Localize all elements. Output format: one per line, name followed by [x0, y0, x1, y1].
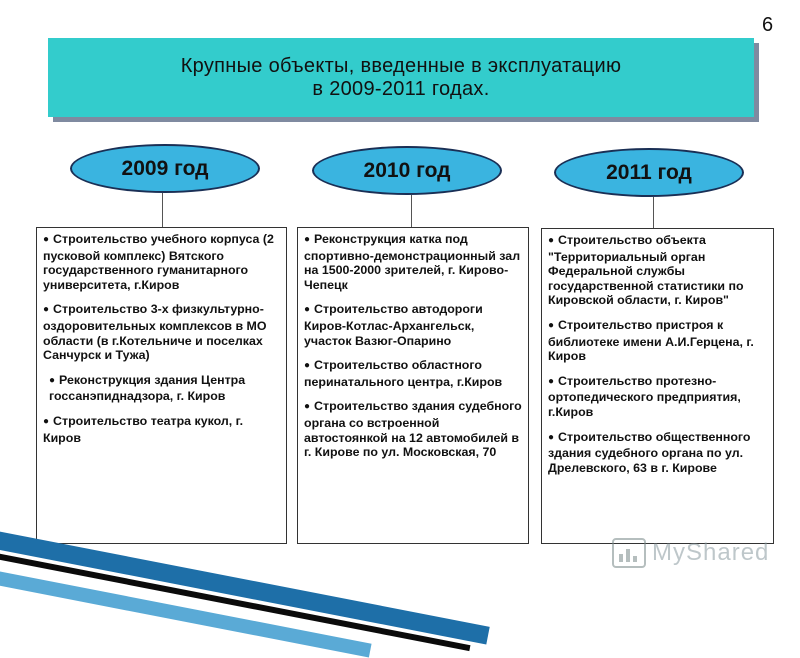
- list-item: [548, 430, 767, 476]
- item-text: Строительство объекта "Территориальный орган Федеральной службы государственной статистики по Кировской области, г. Киров": [548, 233, 744, 308]
- item-text: Реконструкция здания Центра госсанэпиднадзора, г. Киров: [49, 372, 246, 404]
- watermark-text: MyShared: [652, 539, 770, 566]
- bullet-icon: ●: [304, 401, 311, 413]
- year-badge-2010: 2010 год: [312, 146, 502, 195]
- column-2010: [297, 227, 529, 544]
- bullet-icon: ●: [548, 319, 555, 331]
- list-item: [304, 302, 522, 348]
- chart-logo-icon: [612, 538, 646, 568]
- item-text: Строительство пристроя к библиотеке имени А.И.Герцена, г. Киров: [548, 317, 754, 364]
- list-item: [304, 399, 522, 459]
- year-badge-2009: 2009 год: [70, 144, 260, 193]
- item-text: Строительство здания судебного органа со встроенной автостоянкой на 12 автомобилей в г. Кирове по ул. Московская, 70: [304, 399, 522, 460]
- year-badge-2011: 2011 год: [554, 148, 744, 197]
- list-item: [43, 232, 280, 292]
- connector-2011: [653, 197, 654, 228]
- bullet-icon: ●: [304, 234, 311, 245]
- item-text: Реконструкция катка под спортивно-демонстрационный зал на 1500-2000 зрителей, г. Кирово-Чепецк: [304, 232, 521, 292]
- title-banner: [48, 38, 754, 117]
- list-item: [548, 318, 767, 364]
- list-item: [43, 302, 280, 362]
- bullet-icon: ●: [548, 375, 555, 387]
- list-item: [548, 374, 767, 420]
- bullet-icon: ●: [49, 374, 56, 386]
- item-text: Строительство театра кукол, г. Киров: [43, 413, 244, 445]
- connector-2009: [162, 193, 163, 227]
- item-text: Строительство учебного корпуса (2 пусковой комплекс) Вятского государственного гуманитарного университета, г.Киров: [43, 232, 274, 292]
- item-text: Строительство автодороги Киров-Котлас-Архангельск, участок Вазюг-Опарино: [304, 302, 483, 348]
- bullet-icon: ●: [548, 431, 555, 443]
- list-item: [304, 358, 522, 389]
- bullet-icon: ●: [304, 360, 311, 372]
- list-item: [548, 233, 767, 308]
- item-text: Строительство 3-х физкультурно-оздоровительных комплексов в МО области (в г.Котельниче и поселках Санчурск и Тужа): [43, 302, 267, 363]
- bullet-icon: ●: [43, 234, 50, 245]
- item-text: Строительство протезно-ортопедического предприятия, г.Киров: [548, 373, 741, 419]
- bullet-icon: ●: [43, 415, 50, 427]
- column-2011: [541, 228, 774, 544]
- bullet-icon: ●: [548, 235, 555, 246]
- bullet-icon: ●: [43, 304, 50, 316]
- list-item: [304, 232, 522, 292]
- item-text: Строительство общественного здания судебного органа по ул. Дрелевского, 63 в г. Кирове: [548, 429, 751, 475]
- item-text: Строительство областного перинатального центра, г.Киров: [304, 358, 503, 389]
- page-number: 6: [762, 14, 774, 36]
- bullet-icon: ●: [304, 304, 311, 316]
- title-line-2: в 2009-2011 годах.: [312, 77, 490, 100]
- column-2009: [36, 227, 287, 544]
- list-item: [43, 373, 280, 404]
- watermark: [612, 538, 769, 568]
- list-item: [43, 414, 280, 445]
- title-line-1: Крупные объекты, введенные в эксплуатацию: [180, 54, 622, 77]
- connector-2010: [411, 195, 412, 227]
